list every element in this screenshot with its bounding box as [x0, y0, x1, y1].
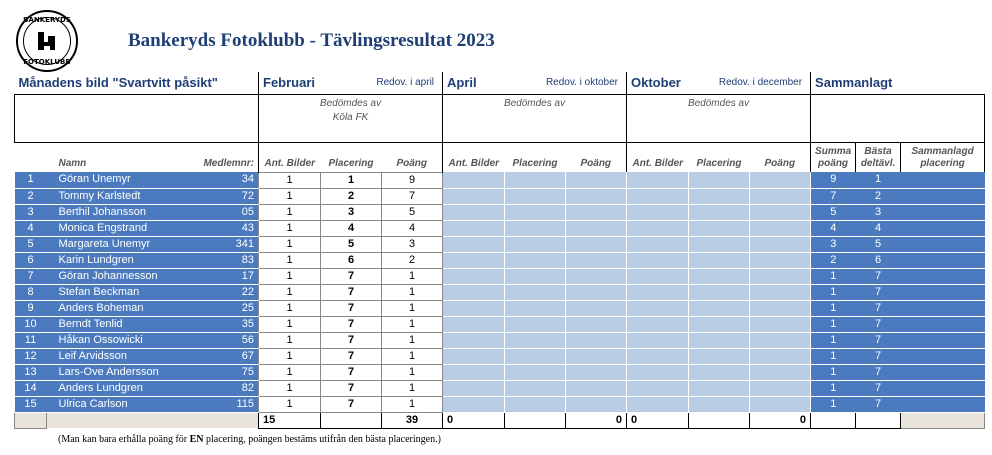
row-apr-placering: [505, 204, 566, 220]
row-feb-placering: 7: [321, 284, 382, 300]
row-summa-poang: 1: [811, 364, 856, 380]
logo-bottom-text: FOTOKLUBB: [23, 58, 71, 66]
row-basta-deltavl: 7: [856, 348, 901, 364]
row-okt-poang: [750, 284, 811, 300]
row-number: 6: [15, 252, 47, 268]
row-apr-placering: [505, 172, 566, 188]
row-summa-poang: 1: [811, 332, 856, 348]
header-feb-ant: Ant. Bilder: [259, 142, 321, 172]
row-apr-ant: [443, 396, 505, 412]
row-apr-poang: [566, 348, 627, 364]
row-feb-ant: 1: [259, 364, 321, 380]
row-apr-placering: [505, 236, 566, 252]
row-name: Karin Lundgren: [55, 252, 195, 268]
row-apr-ant: [443, 380, 505, 396]
row-number: 13: [15, 364, 47, 380]
row-okt-placering: [689, 380, 750, 396]
row-number: 11: [15, 332, 47, 348]
row-feb-ant: 1: [259, 396, 321, 412]
table-row: [15, 204, 985, 220]
row-medlemnr: 82: [195, 380, 259, 396]
row-sammanlagd-placering: [901, 364, 985, 380]
row-okt-placering: [689, 332, 750, 348]
row-feb-poang: 9: [382, 172, 443, 188]
row-spacer: [47, 332, 55, 348]
row-apr-poang: [566, 268, 627, 284]
row-spacer: [47, 268, 55, 284]
row-medlemnr: 05: [195, 204, 259, 220]
total-okt-poang: 0: [750, 412, 811, 428]
row-apr-placering: [505, 188, 566, 204]
row-spacer: [47, 380, 55, 396]
header-apr-plac: Placering: [512, 158, 558, 169]
row-apr-ant: [443, 316, 505, 332]
footnote: (Man kan bara erhålla poäng för EN placering, poängen bestäms utifrån den bästa placeringen.): [58, 434, 441, 445]
row-okt-placering: [689, 348, 750, 364]
row-okt-placering: [689, 396, 750, 412]
row-okt-ant: [627, 348, 689, 364]
row-okt-poang: [750, 204, 811, 220]
page-title: Bankeryds Fotoklubb - Tävlingsresultat 2023: [128, 30, 495, 51]
row-medlemnr: 115: [195, 396, 259, 412]
table-row: [15, 220, 985, 236]
row-medlemnr: 56: [195, 332, 259, 348]
total-feb-poang: 39: [382, 412, 443, 428]
header-okt-plac: Placering: [696, 158, 742, 169]
row-feb-placering: 7: [321, 332, 382, 348]
row-okt-placering: [689, 300, 750, 316]
results-body: [15, 172, 985, 412]
row-okt-placering: [689, 252, 750, 268]
row-apr-ant: [443, 364, 505, 380]
row-okt-placering: [689, 188, 750, 204]
row-okt-poang: [750, 380, 811, 396]
row-medlemnr: 25: [195, 300, 259, 316]
row-name: Leif Arvidsson: [55, 348, 195, 364]
row-spacer: [47, 396, 55, 412]
row-feb-poang: 3: [382, 236, 443, 252]
row-name: Göran Unemyr: [55, 172, 195, 188]
row-okt-ant: [627, 316, 689, 332]
table-row: [15, 332, 985, 348]
row-spacer: [47, 300, 55, 316]
section-sammanlagt: Sammanlagt: [811, 72, 985, 94]
row-summa-poang: 1: [811, 396, 856, 412]
row-okt-ant: [627, 268, 689, 284]
row-apr-poang: [566, 316, 627, 332]
row-okt-poang: [750, 220, 811, 236]
row-spacer: [47, 284, 55, 300]
row-feb-placering: 7: [321, 268, 382, 284]
row-feb-ant: 1: [259, 300, 321, 316]
row-apr-poang: [566, 220, 627, 236]
row-feb-ant: 1: [259, 332, 321, 348]
sammanlagt-judge: [811, 94, 985, 142]
row-okt-ant: [627, 204, 689, 220]
row-basta-deltavl: 7: [856, 284, 901, 300]
row-okt-ant: [627, 284, 689, 300]
row-apr-poang: [566, 252, 627, 268]
row-okt-placering: [689, 364, 750, 380]
row-feb-poang: 1: [382, 284, 443, 300]
row-name: Stefan Beckman: [55, 284, 195, 300]
row-feb-ant: 1: [259, 204, 321, 220]
row-sammanlagd-placering: [901, 284, 985, 300]
total-okt-ant: 0: [627, 412, 689, 428]
row-sammanlagd-placering: [901, 300, 985, 316]
row-summa-poang: 2: [811, 252, 856, 268]
row-basta-deltavl: 7: [856, 380, 901, 396]
row-medlemnr: 22: [195, 284, 259, 300]
row-apr-placering: [505, 396, 566, 412]
row-apr-poang: [566, 332, 627, 348]
row-apr-poang: [566, 204, 627, 220]
row-basta-deltavl: 5: [856, 236, 901, 252]
row-okt-poang: [750, 252, 811, 268]
row-feb-placering: 7: [321, 348, 382, 364]
row-spacer: [47, 364, 55, 380]
row-apr-ant: [443, 348, 505, 364]
row-summa-poang: 7: [811, 188, 856, 204]
row-sammanlagd-placering: [901, 268, 985, 284]
row-apr-poang: [566, 172, 627, 188]
row-apr-poang: [566, 380, 627, 396]
row-okt-ant: [627, 188, 689, 204]
row-number: 3: [15, 204, 47, 220]
row-medlemnr: 83: [195, 252, 259, 268]
row-feb-poang: 2: [382, 252, 443, 268]
table-row: [15, 268, 985, 284]
section-header-row: [15, 72, 985, 94]
row-apr-placering: [505, 332, 566, 348]
header-feb-plac: Placering: [328, 157, 374, 169]
header-okt-ant: Ant. Bilder: [627, 142, 689, 172]
row-basta-deltavl: 7: [856, 300, 901, 316]
row-feb-placering: 5: [321, 236, 382, 252]
row-okt-poang: [750, 268, 811, 284]
row-apr-ant: [443, 204, 505, 220]
total-apr-ant: 0: [443, 412, 505, 428]
header-summa: Summa poäng: [811, 142, 856, 172]
row-feb-ant: 1: [259, 348, 321, 364]
april-judge: Bedömdes av: [443, 94, 627, 142]
row-sammanlagd-placering: [901, 188, 985, 204]
row-spacer: [47, 220, 55, 236]
row-name: Håkan Ossowicki: [55, 332, 195, 348]
row-okt-poang: [750, 172, 811, 188]
row-medlemnr: 35: [195, 316, 259, 332]
row-basta-deltavl: 7: [856, 332, 901, 348]
row-okt-placering: [689, 268, 750, 284]
row-apr-poang: [566, 284, 627, 300]
row-basta-deltavl: 4: [856, 220, 901, 236]
row-sammanlagd-placering: [901, 172, 985, 188]
row-summa-poang: 3: [811, 236, 856, 252]
row-feb-placering: 7: [321, 316, 382, 332]
row-okt-poang: [750, 188, 811, 204]
row-feb-poang: 1: [382, 268, 443, 284]
row-number: 10: [15, 316, 47, 332]
row-summa-poang: 1: [811, 316, 856, 332]
total-feb-ant: 15: [259, 412, 321, 428]
row-feb-placering: 7: [321, 380, 382, 396]
table-row: [15, 380, 985, 396]
row-okt-poang: [750, 332, 811, 348]
row-spacer: [47, 172, 55, 188]
totals-row: [15, 412, 985, 428]
row-name: Ulrica Carlson: [55, 396, 195, 412]
row-apr-poang: [566, 364, 627, 380]
row-apr-placering: [505, 380, 566, 396]
row-number: 5: [15, 236, 47, 252]
row-medlemnr: 72: [195, 188, 259, 204]
row-feb-placering: 1: [321, 172, 382, 188]
row-okt-ant: [627, 364, 689, 380]
row-medlemnr: 43: [195, 220, 259, 236]
table-row: [15, 348, 985, 364]
row-number: 8: [15, 284, 47, 300]
row-okt-ant: [627, 332, 689, 348]
row-feb-ant: 1: [259, 268, 321, 284]
row-basta-deltavl: 7: [856, 268, 901, 284]
table-row: [15, 396, 985, 412]
row-sammanlagd-placering: [901, 220, 985, 236]
februari-judge: Bedömdes av Köla FK: [259, 94, 443, 142]
row-feb-poang: 1: [382, 364, 443, 380]
row-summa-poang: 1: [811, 284, 856, 300]
row-okt-poang: [750, 316, 811, 332]
row-okt-ant: [627, 396, 689, 412]
row-feb-ant: 1: [259, 252, 321, 268]
row-apr-ant: [443, 268, 505, 284]
row-name: Lars-Ove Andersson: [55, 364, 195, 380]
judges-row: [15, 94, 985, 142]
row-okt-placering: [689, 316, 750, 332]
table-row: [15, 316, 985, 332]
header-medlemnr: Medlemnr:: [203, 158, 254, 169]
column-header-row: [15, 142, 985, 172]
row-spacer: [47, 236, 55, 252]
row-medlemnr: 75: [195, 364, 259, 380]
header-feb-poang: Poäng: [396, 157, 428, 169]
row-okt-poang: [750, 396, 811, 412]
row-apr-placering: [505, 348, 566, 364]
row-okt-ant: [627, 300, 689, 316]
row-okt-ant: [627, 380, 689, 396]
row-okt-ant: [627, 220, 689, 236]
row-apr-placering: [505, 268, 566, 284]
row-apr-placering: [505, 284, 566, 300]
row-basta-deltavl: 3: [856, 204, 901, 220]
header-basta: Bästa deltävl.: [856, 142, 901, 172]
row-name: Anders Boheman: [55, 300, 195, 316]
header-apr-ant: Ant. Bilder: [443, 142, 505, 172]
row-medlemnr: 17: [195, 268, 259, 284]
row-okt-ant: [627, 172, 689, 188]
row-summa-poang: 1: [811, 268, 856, 284]
row-number: 7: [15, 268, 47, 284]
row-feb-placering: 7: [321, 364, 382, 380]
row-apr-ant: [443, 172, 505, 188]
section-oktober: Oktober Redov. i december: [627, 72, 811, 94]
competition-title: Månadens bild "Svartvitt påsikt": [15, 72, 259, 94]
row-spacer: [47, 188, 55, 204]
row-feb-ant: 1: [259, 220, 321, 236]
row-feb-ant: 1: [259, 236, 321, 252]
row-basta-deltavl: 7: [856, 316, 901, 332]
header-namn: Namn: [58, 158, 87, 169]
judges-blank: [15, 94, 259, 142]
row-basta-deltavl: 6: [856, 252, 901, 268]
row-feb-poang: 1: [382, 396, 443, 412]
row-feb-placering: 2: [321, 188, 382, 204]
table-row: [15, 172, 985, 188]
row-apr-ant: [443, 236, 505, 252]
header-okt-poang: Poäng: [764, 158, 796, 169]
row-okt-poang: [750, 348, 811, 364]
row-number: 15: [15, 396, 47, 412]
row-summa-poang: 1: [811, 380, 856, 396]
row-apr-poang: [566, 236, 627, 252]
row-apr-ant: [443, 300, 505, 316]
row-sammanlagd-placering: [901, 204, 985, 220]
row-apr-ant: [443, 332, 505, 348]
row-name: Berthil Johansson: [55, 204, 195, 220]
header-sammanlagd: Sammanlagd placering: [901, 142, 985, 172]
row-name: Berndt Tenlid: [55, 316, 195, 332]
row-apr-ant: [443, 284, 505, 300]
row-feb-poang: 1: [382, 300, 443, 316]
row-spacer: [47, 348, 55, 364]
row-summa-poang: 1: [811, 300, 856, 316]
row-basta-deltavl: 7: [856, 364, 901, 380]
row-summa-poang: 5: [811, 204, 856, 220]
results-table: [14, 72, 985, 429]
row-feb-poang: 1: [382, 332, 443, 348]
header-apr-poang: Poäng: [580, 158, 612, 169]
row-feb-ant: 1: [259, 188, 321, 204]
row-okt-placering: [689, 236, 750, 252]
oktober-judge: Bedömdes av: [627, 94, 811, 142]
table-row: [15, 188, 985, 204]
row-feb-ant: 1: [259, 380, 321, 396]
row-sammanlagd-placering: [901, 380, 985, 396]
row-feb-placering: 7: [321, 396, 382, 412]
row-sammanlagd-placering: [901, 396, 985, 412]
row-apr-poang: [566, 188, 627, 204]
row-feb-placering: 3: [321, 204, 382, 220]
total-apr-poang: 0: [566, 412, 627, 428]
row-name: Göran Johannesson: [55, 268, 195, 284]
row-okt-ant: [627, 252, 689, 268]
table-row: [15, 364, 985, 380]
row-spacer: [47, 252, 55, 268]
row-number: 4: [15, 220, 47, 236]
row-feb-ant: 1: [259, 316, 321, 332]
row-basta-deltavl: 2: [856, 188, 901, 204]
row-sammanlagd-placering: [901, 236, 985, 252]
row-feb-placering: 4: [321, 220, 382, 236]
row-feb-placering: 7: [321, 300, 382, 316]
row-okt-placering: [689, 284, 750, 300]
row-feb-poang: 1: [382, 380, 443, 396]
row-okt-poang: [750, 236, 811, 252]
row-feb-placering: 6: [321, 252, 382, 268]
row-sammanlagd-placering: [901, 252, 985, 268]
row-name: Anders Lundgren: [55, 380, 195, 396]
row-sammanlagd-placering: [901, 332, 985, 348]
row-feb-poang: 7: [382, 188, 443, 204]
row-feb-poang: 1: [382, 316, 443, 332]
row-number: 1: [15, 172, 47, 188]
row-summa-poang: 1: [811, 348, 856, 364]
row-summa-poang: 4: [811, 220, 856, 236]
row-sammanlagd-placering: [901, 348, 985, 364]
row-apr-ant: [443, 188, 505, 204]
row-okt-placering: [689, 204, 750, 220]
row-name: Monica Engstrand: [55, 220, 195, 236]
table-row: [15, 252, 985, 268]
row-okt-placering: [689, 172, 750, 188]
row-okt-placering: [689, 220, 750, 236]
row-medlemnr: 67: [195, 348, 259, 364]
row-apr-placering: [505, 220, 566, 236]
row-number: 9: [15, 300, 47, 316]
row-feb-poang: 4: [382, 220, 443, 236]
row-spacer: [47, 204, 55, 220]
row-medlemnr: 34: [195, 172, 259, 188]
row-sammanlagd-placering: [901, 316, 985, 332]
section-april: April Redov. i oktober: [443, 72, 627, 94]
club-logo: [16, 10, 78, 72]
row-name: Tommy Karlstedt: [55, 188, 195, 204]
row-apr-placering: [505, 300, 566, 316]
row-medlemnr: 341: [195, 236, 259, 252]
row-okt-ant: [627, 236, 689, 252]
row-basta-deltavl: 7: [856, 396, 901, 412]
row-summa-poang: 9: [811, 172, 856, 188]
row-feb-ant: 1: [259, 284, 321, 300]
row-number: 12: [15, 348, 47, 364]
row-number: 2: [15, 188, 47, 204]
row-apr-placering: [505, 364, 566, 380]
logo-camera-icon: [35, 30, 59, 52]
logo-top-text: BANKERYDS: [23, 16, 71, 24]
table-row: [15, 300, 985, 316]
row-feb-poang: 5: [382, 204, 443, 220]
row-feb-ant: 1: [259, 172, 321, 188]
row-apr-placering: [505, 316, 566, 332]
table-row: [15, 284, 985, 300]
row-okt-poang: [750, 300, 811, 316]
row-apr-placering: [505, 252, 566, 268]
row-apr-poang: [566, 300, 627, 316]
table-row: [15, 236, 985, 252]
row-apr-ant: [443, 220, 505, 236]
row-spacer: [47, 316, 55, 332]
row-name: Margareta Unemyr: [55, 236, 195, 252]
section-februari: Februari Redov. i april: [259, 72, 443, 94]
row-okt-poang: [750, 364, 811, 380]
row-apr-ant: [443, 252, 505, 268]
row-number: 14: [15, 380, 47, 396]
row-apr-poang: [566, 396, 627, 412]
row-feb-poang: 1: [382, 348, 443, 364]
row-basta-deltavl: 1: [856, 172, 901, 188]
